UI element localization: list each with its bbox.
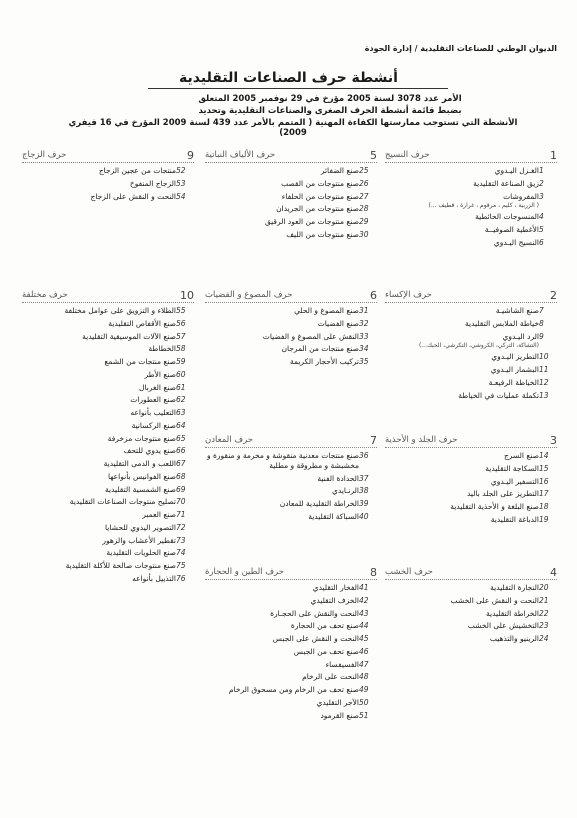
item-number: 8 bbox=[539, 318, 544, 328]
list-item bbox=[205, 204, 377, 214]
group-heading bbox=[385, 565, 557, 580]
list-item bbox=[385, 621, 557, 631]
list-item bbox=[385, 365, 557, 375]
list-item bbox=[205, 217, 377, 227]
group-name: حرف الإكساء bbox=[385, 290, 432, 300]
item-number: 16 bbox=[539, 476, 549, 486]
item-name: الرنـايدي bbox=[332, 486, 359, 496]
item-name: التصوير اليدوي للحشايا bbox=[104, 522, 176, 532]
list-item bbox=[385, 583, 557, 593]
list-item bbox=[22, 395, 194, 405]
item-name: النسيج اليـدوي bbox=[493, 237, 539, 247]
list-item bbox=[385, 609, 557, 619]
item-number: 72 bbox=[176, 522, 186, 532]
group-number: 8 bbox=[370, 565, 377, 579]
item-number: 29 bbox=[359, 217, 369, 226]
group-name: حرف الزجاج bbox=[22, 150, 67, 160]
list-item bbox=[385, 306, 557, 316]
list-item bbox=[205, 647, 377, 657]
item-name: صنع الفضيات bbox=[317, 318, 359, 328]
group-items bbox=[385, 166, 557, 248]
list-item bbox=[385, 502, 557, 512]
item-number: 3 bbox=[539, 191, 544, 201]
item-number: 62 bbox=[176, 395, 186, 405]
item-number: 44 bbox=[359, 621, 369, 631]
list-item bbox=[22, 383, 194, 393]
list-item bbox=[22, 319, 194, 329]
group-name: حرف النسيج bbox=[385, 150, 430, 160]
item-number: 5 bbox=[539, 225, 544, 234]
item-number: 45 bbox=[359, 634, 369, 643]
group-heading bbox=[205, 288, 377, 303]
list-item bbox=[205, 486, 377, 496]
item-number: 26 bbox=[359, 178, 369, 188]
list-item bbox=[22, 192, 194, 202]
group-name: حرف الجلد و الأحذية bbox=[385, 435, 458, 445]
list-item bbox=[205, 192, 377, 202]
item-name: النحت على الرخام bbox=[302, 672, 359, 682]
item-number: 64 bbox=[176, 420, 186, 430]
group-name: حرف الطين و الحجارة bbox=[205, 567, 284, 577]
item-name: صنع يدوي للتحف bbox=[123, 446, 176, 456]
item-number: 69 bbox=[176, 484, 186, 494]
item-name: التعليب بأنواعه bbox=[130, 408, 176, 417]
group-name: حرف الألياف النباتية bbox=[205, 150, 276, 160]
item-number: 76 bbox=[176, 573, 186, 583]
group-items bbox=[205, 166, 377, 240]
item-number: 6 bbox=[539, 237, 544, 247]
item-name: صنع الشمسية التقليدية bbox=[105, 484, 176, 494]
list-item bbox=[22, 434, 194, 444]
item-name: صنع منتوجات من الحلفاء bbox=[281, 191, 359, 201]
craft-group bbox=[385, 148, 557, 251]
item-name: اللعب و الدمى التقليدية bbox=[103, 459, 176, 468]
list-item bbox=[205, 230, 377, 240]
list-item bbox=[205, 698, 377, 708]
item-name: التطريز اليـدوي bbox=[491, 352, 539, 362]
item-name: تركيب الأحجار الكريمة bbox=[289, 357, 359, 366]
list-item bbox=[385, 489, 557, 499]
item-number: 17 bbox=[539, 489, 549, 499]
item-number: 58 bbox=[176, 344, 186, 354]
page-title: أنشطة حرف الصناعات التقليدية bbox=[179, 70, 398, 86]
group-heading bbox=[205, 565, 377, 580]
item-name: الأغطية الصوفيــة bbox=[484, 225, 539, 234]
list-item bbox=[205, 474, 377, 484]
item-name: التسفير اليـدوي bbox=[490, 476, 539, 486]
item-name: صنع منتوجات من الجريدان bbox=[276, 204, 359, 214]
item-name: الغـزل اليـدوي bbox=[494, 166, 539, 175]
item-number: 65 bbox=[176, 433, 186, 443]
item-number: 60 bbox=[176, 369, 186, 379]
item-number: 33 bbox=[359, 331, 369, 341]
list-item bbox=[22, 408, 194, 418]
item-name: خياطة الملابس التقليدية bbox=[465, 318, 539, 328]
item-number: 56 bbox=[176, 318, 186, 328]
item-name: النحت و النقش على الزجاج bbox=[90, 191, 176, 201]
list-item bbox=[22, 497, 194, 507]
list-item bbox=[385, 634, 557, 644]
craft-group bbox=[205, 565, 377, 723]
group-name: حرف الخشب bbox=[385, 567, 433, 577]
item-name: الرينيو والتذهيب bbox=[489, 634, 539, 643]
item-name: صنع منتجات من المرجان bbox=[281, 344, 359, 354]
list-item bbox=[385, 212, 557, 222]
group-number: 5 bbox=[370, 148, 377, 162]
group-heading bbox=[385, 288, 557, 303]
group-heading bbox=[385, 148, 557, 163]
list-item bbox=[205, 179, 377, 189]
law-line-2: بضبط قائمة أنشطة الحرف الصغرى والصناعات التقليدية وتحديد bbox=[198, 106, 462, 116]
list-item bbox=[205, 306, 377, 316]
item-name: النجارة التقليدية bbox=[490, 583, 539, 592]
item-name: الرد اليـدوي bbox=[502, 331, 539, 341]
item-name: تقطير الأعشاب والزهور bbox=[102, 535, 176, 545]
list-item bbox=[385, 391, 557, 401]
list-item bbox=[22, 179, 194, 189]
item-name: صنع المصوغ و الحلي bbox=[294, 306, 359, 315]
item-number: 43 bbox=[359, 608, 369, 618]
list-item bbox=[22, 306, 194, 316]
group-number: 6 bbox=[370, 288, 377, 302]
group-name: حرف المصوغ و الفضيات bbox=[205, 290, 293, 300]
item-name: الزجاج المنفوخ bbox=[129, 178, 176, 188]
craft-group bbox=[385, 433, 557, 528]
item-number: 40 bbox=[359, 511, 369, 521]
list-item bbox=[205, 711, 377, 721]
list-item bbox=[22, 344, 194, 354]
item-name: النحت و النقش على الجبس bbox=[272, 634, 359, 643]
group-heading bbox=[22, 148, 194, 163]
list-item bbox=[385, 192, 557, 202]
item-number: 52 bbox=[176, 166, 186, 175]
item-number: 57 bbox=[176, 331, 186, 341]
law-line-1: الأمر عدد 3078 لسنة 2005 مؤرخ في 29 نوفمبر 2005 المتعلق bbox=[198, 94, 462, 104]
item-name: صنع منتوجات من العود الرقيق bbox=[264, 217, 359, 226]
item-number: 10 bbox=[539, 352, 549, 362]
item-name: السكاجة التقليدية bbox=[485, 463, 539, 473]
list-item bbox=[22, 166, 194, 176]
item-name: الخزف التقليدي bbox=[310, 595, 359, 605]
item-number: 37 bbox=[359, 473, 369, 483]
item-number: 2 bbox=[539, 178, 544, 188]
item-name: التطريز على الجلد باليد bbox=[467, 489, 539, 499]
list-item bbox=[385, 515, 557, 525]
item-number: 67 bbox=[176, 459, 186, 468]
item-name: صنع الآلات الموسيقية التقليدية bbox=[82, 331, 176, 341]
list-item bbox=[22, 370, 194, 380]
item-number: 13 bbox=[539, 390, 549, 400]
list-item bbox=[385, 352, 557, 362]
item-number: 24 bbox=[539, 634, 549, 643]
craft-group bbox=[205, 288, 377, 370]
item-name: صنع البلغة و الأحذية التقليدية bbox=[450, 502, 539, 511]
list-item bbox=[205, 583, 377, 593]
craft-group bbox=[22, 288, 194, 587]
item-number: 51 bbox=[359, 710, 369, 720]
list-item bbox=[385, 451, 557, 461]
item-name: صنع تحف من الرخام ومن مسحوق الرخام bbox=[228, 685, 359, 694]
item-name: الحدادة الفنية bbox=[317, 473, 359, 483]
list-item bbox=[205, 609, 377, 619]
group-items bbox=[385, 306, 557, 400]
item-name: صنع تحف من الحجارة bbox=[290, 621, 359, 631]
list-item bbox=[385, 378, 557, 388]
list-item bbox=[385, 238, 557, 248]
group-number: 10 bbox=[180, 288, 194, 302]
item-number: 19 bbox=[539, 514, 549, 524]
item-number: 71 bbox=[176, 510, 186, 519]
title-underline bbox=[148, 88, 448, 89]
group-name: حرف المعادن bbox=[205, 435, 254, 445]
list-item bbox=[385, 596, 557, 606]
item-name: صنع العمبر bbox=[142, 510, 176, 519]
item-number: 4 bbox=[539, 212, 544, 222]
item-number: 55 bbox=[176, 306, 186, 315]
item-number: 27 bbox=[359, 191, 369, 201]
item-name: صنع منتوجات من القصب bbox=[281, 178, 359, 188]
item-number: 47 bbox=[359, 659, 369, 669]
list-item bbox=[205, 319, 377, 329]
craft-group bbox=[205, 433, 377, 525]
item-name: صنع منتوجات صالحة للأكلة التقليدية bbox=[65, 561, 176, 570]
list-item bbox=[385, 464, 557, 474]
item-number: 70 bbox=[176, 497, 186, 507]
item-number: 23 bbox=[539, 621, 549, 631]
group-heading bbox=[205, 148, 377, 163]
list-item bbox=[22, 523, 194, 533]
craft-group bbox=[385, 288, 557, 403]
item-number: 18 bbox=[539, 502, 549, 511]
list-item bbox=[385, 225, 557, 235]
item-name: الآجر التقليدي bbox=[316, 697, 359, 707]
item-number: 36 bbox=[359, 451, 369, 460]
group-number: 7 bbox=[370, 433, 377, 447]
item-number: 31 bbox=[359, 306, 369, 315]
item-name: منتجات من عجين الزجاج bbox=[98, 166, 176, 175]
item-number: 11 bbox=[539, 365, 549, 374]
list-item bbox=[22, 548, 194, 558]
list-item bbox=[385, 166, 557, 176]
item-name: الخياطة الرفيعـة bbox=[488, 377, 539, 387]
item-number: 41 bbox=[359, 583, 369, 592]
list-item bbox=[22, 332, 194, 342]
item-name: صنع السرج bbox=[503, 451, 539, 460]
group-items bbox=[385, 451, 557, 525]
group-name: حرف مختلفة bbox=[22, 290, 68, 300]
list-item bbox=[22, 421, 194, 431]
item-name: صنع العطورات bbox=[130, 395, 176, 405]
item-note: (التشاكة، التركي، الكروشي، التكرشي، الحبك...) bbox=[418, 342, 539, 350]
item-number: 66 bbox=[176, 446, 186, 456]
item-name: صنع الضفائر bbox=[320, 166, 359, 175]
item-name: التذييل بأنواعه bbox=[132, 573, 176, 583]
list-item bbox=[205, 499, 377, 509]
item-number: 9 bbox=[539, 331, 544, 341]
item-number: 22 bbox=[539, 608, 549, 618]
list-item bbox=[22, 357, 194, 367]
item-name: السباكة التقليدية bbox=[308, 511, 359, 521]
item-name: صنع الفوانيس بأنواعها bbox=[107, 471, 176, 481]
group-heading bbox=[385, 433, 557, 448]
item-name: صنع منتجات معدنية منقوشة و مخرمة و منقورة و مخشبشة و مطروقة و مطلية bbox=[206, 451, 359, 470]
list-item bbox=[205, 357, 377, 367]
item-number: 73 bbox=[176, 535, 186, 545]
item-number: 34 bbox=[359, 344, 369, 354]
craft-group bbox=[205, 148, 377, 243]
item-number: 1 bbox=[539, 166, 544, 175]
item-name: صنع منتوجات مزخرفة bbox=[107, 433, 176, 443]
item-number: 12 bbox=[539, 377, 549, 387]
item-name: صنع الركسانية bbox=[131, 420, 176, 430]
craft-group bbox=[22, 148, 194, 204]
list-item bbox=[22, 510, 194, 520]
group-number: 9 bbox=[187, 148, 194, 162]
item-name: صنع الغربال bbox=[139, 382, 176, 392]
item-number: 63 bbox=[176, 408, 186, 417]
item-number: 74 bbox=[176, 548, 186, 558]
item-number: 49 bbox=[359, 685, 369, 694]
item-number: 53 bbox=[176, 178, 186, 188]
item-number: 21 bbox=[539, 595, 549, 605]
item-name: صنع الأطر bbox=[144, 369, 176, 379]
group-items bbox=[385, 583, 557, 644]
item-name: الطلاء و التزويق على عوامل مختلفة bbox=[64, 306, 176, 315]
list-item bbox=[385, 477, 557, 487]
law-line-3: الأنشطة التي تستوجب ممارستها الكفاءة المهنية ( المتمم بالأمر عدد 439 لسنة 2009 المؤرخ في 16 فيفري 2009) bbox=[68, 118, 518, 138]
list-item bbox=[22, 472, 194, 482]
item-number: 39 bbox=[359, 499, 369, 508]
item-number: 42 bbox=[359, 595, 369, 605]
item-name: صنع منتجات من الشمع bbox=[104, 357, 176, 366]
list-item bbox=[22, 446, 194, 456]
group-heading bbox=[205, 433, 377, 448]
list-item bbox=[205, 332, 377, 342]
item-number: 59 bbox=[176, 357, 186, 366]
list-item bbox=[205, 685, 377, 695]
item-number: 61 bbox=[176, 382, 186, 392]
item-name: البشمار اليـدوي bbox=[490, 365, 539, 374]
item-name: الخراطة التقليدية bbox=[485, 608, 539, 618]
group-items bbox=[205, 451, 377, 522]
list-item bbox=[385, 179, 557, 189]
group-number: 1 bbox=[550, 148, 557, 162]
group-heading bbox=[22, 288, 194, 303]
item-number: 50 bbox=[359, 697, 369, 707]
list-item bbox=[205, 166, 377, 176]
list-item bbox=[22, 485, 194, 495]
list-item bbox=[205, 660, 377, 670]
group-items bbox=[205, 306, 377, 367]
list-item bbox=[205, 451, 377, 471]
list-item bbox=[22, 561, 194, 571]
item-name: الخطاطة bbox=[148, 344, 176, 354]
item-number: 15 bbox=[539, 463, 549, 473]
group-items bbox=[205, 583, 377, 720]
list-item bbox=[205, 672, 377, 682]
item-number: 30 bbox=[359, 229, 369, 239]
list-item bbox=[205, 512, 377, 522]
item-name: التخشيش على الخشب bbox=[467, 621, 539, 631]
item-number: 35 bbox=[359, 357, 369, 366]
list-item bbox=[22, 459, 194, 469]
item-name: النقش على المصوغ و الفضيات bbox=[262, 331, 359, 341]
item-number: 14 bbox=[539, 451, 549, 460]
list-item bbox=[22, 574, 194, 584]
item-number: 75 bbox=[176, 561, 186, 570]
item-name: الفخار التقليدي bbox=[312, 583, 359, 592]
item-name: المفروشات bbox=[503, 191, 539, 201]
list-item bbox=[205, 621, 377, 631]
item-name: صنع الشاشيـة bbox=[495, 306, 539, 315]
list-item bbox=[205, 634, 377, 644]
item-number: 20 bbox=[539, 583, 549, 592]
list-item bbox=[385, 319, 557, 329]
item-name: الفسيفساء bbox=[325, 659, 359, 669]
list-item bbox=[22, 536, 194, 546]
item-name: المنسوجات الحائطية bbox=[475, 212, 539, 222]
item-name: الدباغة التقليدية bbox=[490, 514, 539, 524]
item-name: تصليح منتوجات الصناعات التقليدية bbox=[69, 497, 176, 507]
item-name: صنع الحلويات التقليدية bbox=[106, 548, 176, 558]
group-number: 4 bbox=[550, 565, 557, 579]
item-name: صنع تحف من الجبس bbox=[293, 646, 359, 656]
item-note: ( الزربية ، كليم ، مرقوم ، غرارة ، قطيف ...) bbox=[428, 202, 539, 210]
list-item bbox=[205, 596, 377, 606]
item-number: 32 bbox=[359, 318, 369, 328]
item-number: 38 bbox=[359, 486, 369, 496]
item-number: 68 bbox=[176, 471, 186, 481]
item-name: تكملة عمليات في الخياطة bbox=[458, 390, 539, 400]
list-item bbox=[385, 332, 557, 342]
item-name: صنع القرمود bbox=[320, 710, 359, 720]
item-name: النحت والنقش على الحجـارة bbox=[270, 608, 359, 618]
group-number: 2 bbox=[550, 288, 557, 302]
item-name: النحت و النقش على الخشب bbox=[450, 595, 539, 605]
list-item bbox=[205, 344, 377, 354]
item-number: 46 bbox=[359, 646, 369, 656]
group-items bbox=[22, 306, 194, 584]
item-name: صنع منتوجات من الليف bbox=[286, 229, 359, 239]
item-name: صنع الأقفاص التقليدية bbox=[108, 318, 176, 328]
header-agency: الديوان الوطني للصناعات التقليدية / إدارة الجودة bbox=[364, 44, 557, 53]
craft-group bbox=[385, 565, 557, 647]
item-number: 54 bbox=[176, 191, 186, 201]
group-items bbox=[22, 166, 194, 201]
item-number: 7 bbox=[539, 306, 544, 315]
item-number: 48 bbox=[359, 672, 369, 682]
item-number: 25 bbox=[359, 166, 369, 175]
group-number: 3 bbox=[550, 433, 557, 447]
item-name: الخراطة التقليدية للمعادن bbox=[279, 499, 359, 508]
item-name: زيق الصناعة التقليدية bbox=[473, 178, 539, 188]
item-number: 28 bbox=[359, 204, 369, 214]
